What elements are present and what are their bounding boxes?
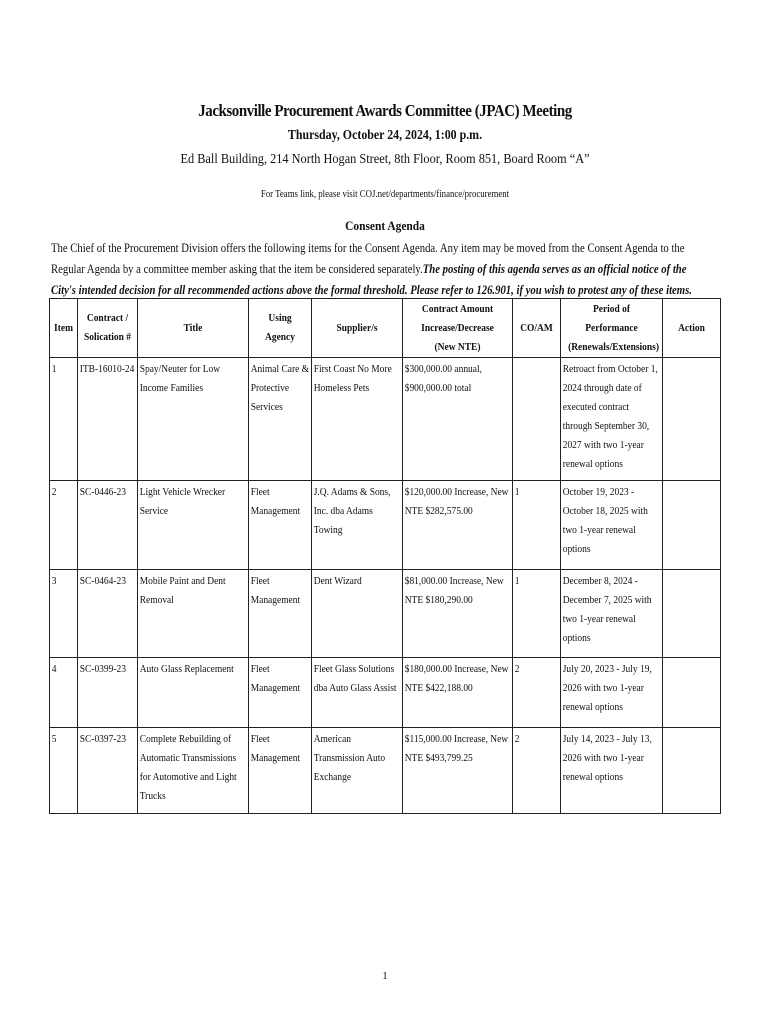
cell-contract: SC-0446-23 [78,481,138,570]
teams-link-note: For Teams link, please visit COJ.net/departments/finance/procurement [260,189,510,200]
cell-period: December 8, 2024 - December 7, 2025 with two 1-year renewal options [561,570,663,658]
cell-agency: Animal Care & Protective Services [249,358,312,481]
header-item: Item [50,299,78,358]
cell-period: July 14, 2023 - July 13, 2026 with two 1-year renewal options [561,728,663,814]
intro-bold-notice: The posting of this agenda serves as an official notice of the City's intended decision for all recommended actions above the formal threshold. Please refer to 126.901, if you wish to protest any of these items. [51,262,692,297]
header-contract: Contract / Solication # [78,299,138,358]
cell-amount: $115,000.00 Increase, New NTE $493,799.25 [403,728,513,814]
cell-action [663,481,721,570]
cell-amount: $180,000.00 Increase, New NTE $422,188.00 [403,658,513,728]
cell-contract: ITB-16010-24 [78,358,138,481]
intro-plain-text: The Chief of the Procurement Division offers the following items for the Consent Agenda. Any item may be moved from the Consent Agenda to the Regular Agenda by a committee member asking that the item be considered separately. [51,241,685,276]
cell-title: Complete Rebuilding of Automatic Transmissions for Automotive and Light Trucks [138,728,249,814]
cell-coam: 1 [513,481,561,570]
page-number: 1 [382,970,388,982]
cell-action [663,658,721,728]
cell-coam: 1 [513,570,561,658]
header-title: Title [138,299,249,358]
table-row [50,728,721,814]
section-title: Consent Agenda [345,218,425,233]
cell-supplier: J.Q. Adams & Sons, Inc. dba Adams Towing [312,481,403,570]
cell-period: Retroact from October 1, 2024 through date of executed contract through September 30, 2027 with two 1-year renewal options [561,358,663,481]
cell-period: October 19, 2023 - October 18, 2025 with two 1-year renewal options [561,481,663,570]
cell-supplier: First Coast No More Homeless Pets [312,358,403,481]
cell-coam: 2 [513,728,561,814]
awards-table [49,298,721,814]
cell-item: 2 [50,481,78,570]
cell-title: Mobile Paint and Dent Removal [138,570,249,658]
cell-title: Spay/Neuter for Low Income Families [138,358,249,481]
cell-action [663,570,721,658]
cell-agency: Fleet Management [249,481,312,570]
cell-agency: Fleet Management [249,658,312,728]
cell-amount: $120,000.00 Increase, New NTE $282,575.00 [403,481,513,570]
cell-amount: $300,000.00 annual, $900,000.00 total [403,358,513,481]
cell-action [663,728,721,814]
header-amount: Contract Amount Increase/Decrease (New NTE) [403,299,513,358]
cell-contract: SC-0399-23 [78,658,138,728]
header-period: Period of Performance (Renewals/Extensions) [561,299,663,358]
cell-coam: 2 [513,658,561,728]
cell-contract: SC-0464-23 [78,570,138,658]
cell-period: July 20, 2023 - July 19, 2026 with two 1-year renewal options [561,658,663,728]
table-row [50,570,721,658]
cell-action [663,358,721,481]
document-title: Jacksonville Procurement Awards Committee (JPAC) Meeting [198,101,572,120]
header-action: Action [663,299,721,358]
table-row [50,658,721,728]
cell-item: 1 [50,358,78,481]
table-row [50,358,721,481]
cell-supplier: Dent Wizard [312,570,403,658]
cell-item: 3 [50,570,78,658]
header-supplier: Supplier/s [312,299,403,358]
meeting-datetime: Thursday, October 24, 2024, 1:00 p.m. [287,128,483,143]
cell-title: Light Vehicle Wrecker Service [138,481,249,570]
cell-coam [513,358,561,481]
cell-agency: Fleet Management [249,570,312,658]
cell-supplier: American Transmission Auto Exchange [312,728,403,814]
cell-amount: $81,000.00 Increase, New NTE $180,290.00 [403,570,513,658]
cell-agency: Fleet Management [249,728,312,814]
cell-supplier: Fleet Glass Solutions dba Auto Glass Assist [312,658,403,728]
cell-item: 5 [50,728,78,814]
header-coam: CO/AM [513,299,561,358]
cell-title: Auto Glass Replacement [138,658,249,728]
table-header-row [50,299,721,358]
header-agency: Using Agency [249,299,312,358]
cell-contract: SC-0397-23 [78,728,138,814]
section-intro [51,238,703,301]
table-row [50,481,721,570]
meeting-location: Ed Ball Building, 214 North Hogan Street, 8th Floor, Room 851, Board Room “A” [180,152,590,167]
cell-item: 4 [50,658,78,728]
